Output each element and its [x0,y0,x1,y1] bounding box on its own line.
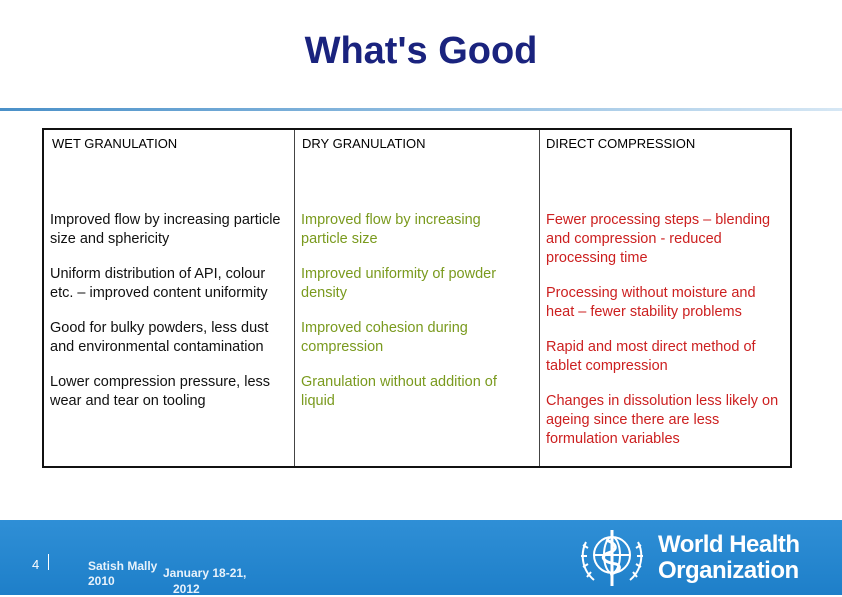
list-item: Improved flow by increasing particle size and sphericity [50,212,281,247]
slide-title: What's Good [304,30,538,72]
list-item: Lower compression pressure, less wear and tear on tooling [50,374,271,409]
slide-footer [0,520,842,595]
column-divider [539,130,540,466]
title-divider [0,108,842,111]
who-emblem-icon [572,522,652,592]
date-range: January 18-21, [163,566,247,580]
list-item: Improved flow by increasing particle size [301,212,481,247]
dry-granulation-heading: DRY GRANULATION [302,136,426,151]
organization-name [658,532,800,584]
wet-granulation-heading: WET GRANULATION [52,136,178,151]
org-line-2: Organization [658,557,799,584]
list-item: Improved uniformity of powder density [301,266,497,301]
wet-granulation-list [50,211,290,427]
list-item: Uniform distribution of API, colour etc. – improved content uniformity [50,266,268,301]
page-separator [48,554,49,570]
presenter-year: 2010 [88,574,115,588]
list-item: Fewer processing steps – blending and compression - reduced processing time [546,212,771,266]
direct-compression-heading: DIRECT COMPRESSION [546,136,696,151]
list-item: Improved cohesion during compression [301,320,468,355]
direct-compression-list [546,211,786,465]
date-year: 2012 [173,582,200,596]
list-item: Granulation without addition of liquid [301,374,497,409]
list-item: Changes in dissolution less likely on ageing since there are less formulation variables [546,393,779,447]
org-line-1: World Health [658,531,800,558]
list-item: Processing without moisture and heat – fewer stability problems [546,285,756,320]
list-item: Good for bulky powders, less dust and environmental contamination [50,320,269,355]
presenter-info [88,559,157,589]
presenter-name: Satish Mally [88,559,158,573]
page-number: 4 [32,557,40,572]
dry-granulation-list [301,211,529,427]
list-item: Rapid and most direct method of tablet compression [546,339,756,374]
column-divider [294,130,295,466]
event-date [163,565,246,597]
comparison-table [42,128,792,468]
